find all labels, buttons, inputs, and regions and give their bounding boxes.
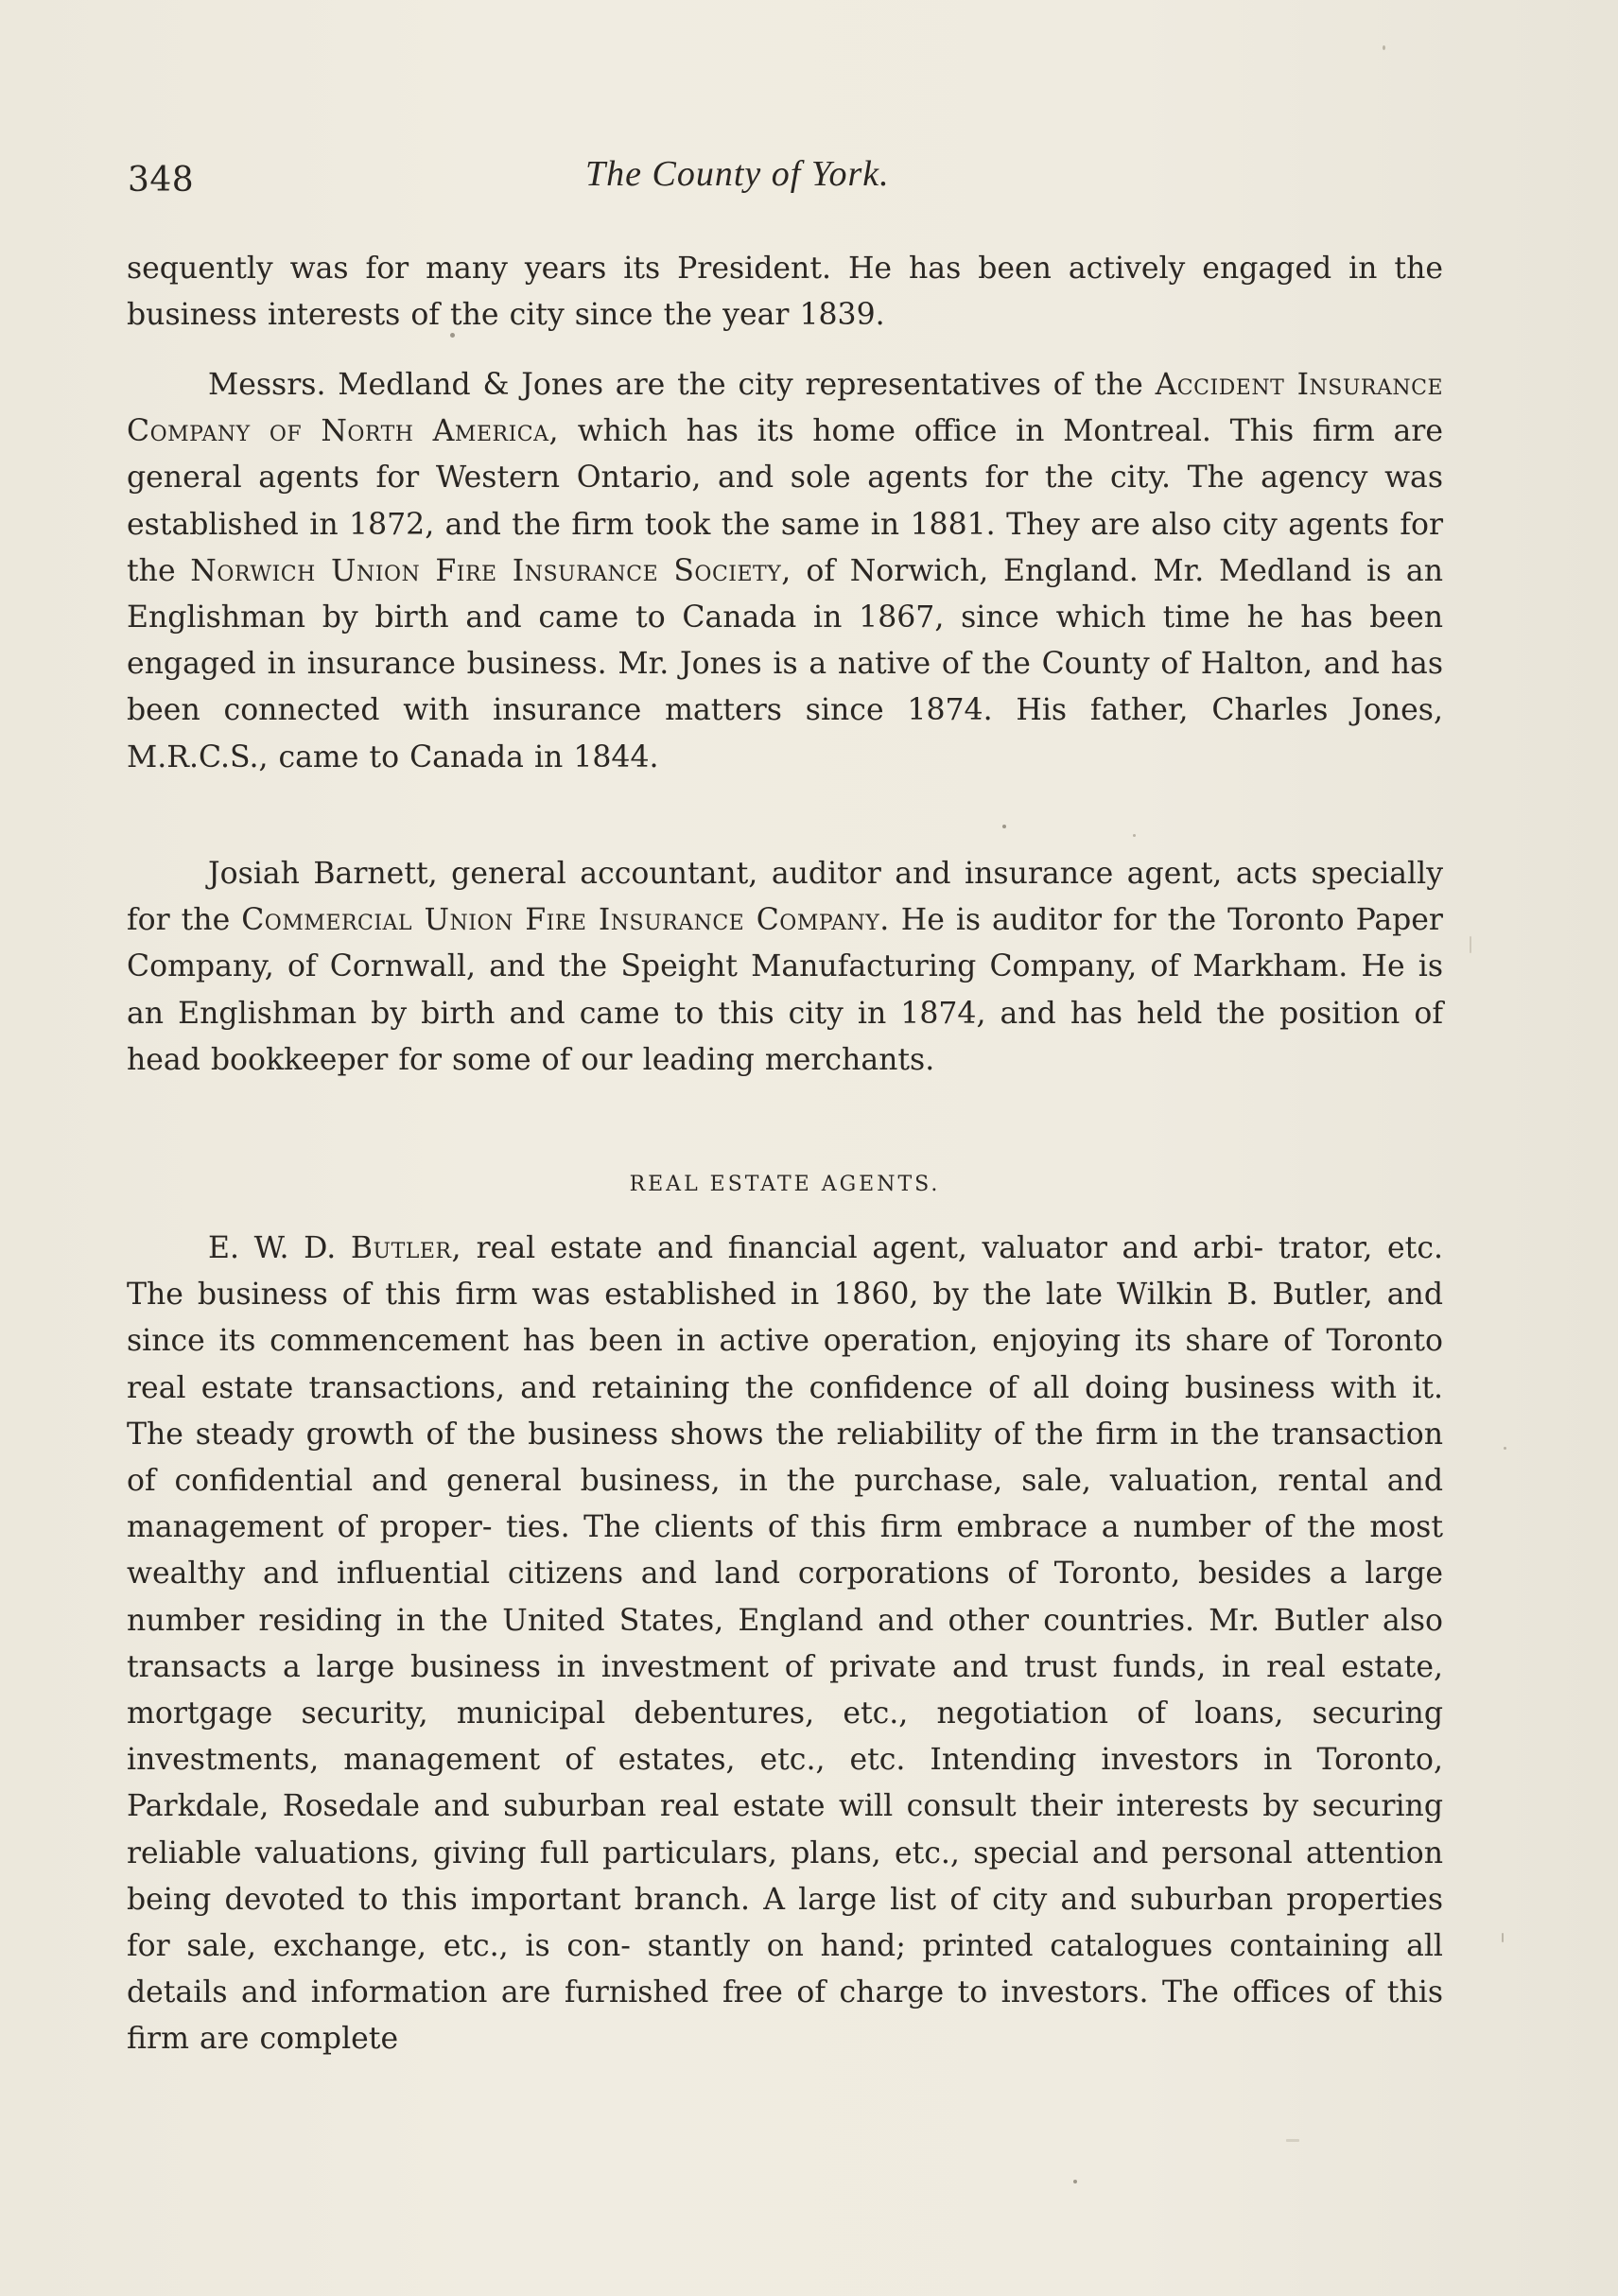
paper-speck xyxy=(1133,834,1136,837)
text-run: of Norwich, England. Mr. Medland is an Englishman by birth and came to Canada in 1867, since which time he has been engaged in insurance business. Mr. Jones is a native of the County of Halton, and has been connected with insurance matters since 1874. His father, Charles Jones, M.R.C.S., came to Canada in 1844. xyxy=(127,553,1443,774)
company-name: Norwich Union Fire Insurance Society, xyxy=(190,553,792,588)
section-heading: REAL ESTATE AGENTS. xyxy=(629,1173,941,1196)
page-number: 348 xyxy=(128,161,195,200)
paper-speck xyxy=(1286,2139,1299,2142)
paper-speck xyxy=(1383,45,1385,50)
paper-speck xyxy=(1073,2180,1077,2183)
company-name: Butler, xyxy=(350,1231,461,1265)
paper-speck xyxy=(1502,1933,1504,1942)
text-run: Messrs. Medland & Jones are the city representatives of the xyxy=(208,368,1156,402)
paragraph-butler xyxy=(127,1226,1443,2063)
company-name: Commercial Union Fire Insurance Company. xyxy=(241,903,890,938)
text-run: which has its home office in Montreal. This firm are general agents for Western Ontario, and sole agents for the city. The agency was established in 1872, and the firm took the same in 1881. They are also city agents for the xyxy=(127,414,1443,588)
text-run: real estate and financial agent, valuator and arbi- trator, etc. The business of this firm was established in 1860, by the late Wilkin B. Butler, and since its commencement has been in active operation, enjoying its share of Toronto real estate transactions, and retaining the confidence of all doing business with it. The steady growth of the business shows the reliability of the firm in the transaction of confidential and general business, in the purchase, sale, valuation, rental and management of proper- ties. The clients of this firm embrace a number of the most wealthy and influential citizens and land corporations of Toronto, besides a large number residing in the United States, England and other countries. Mr. Butler also transacts a large business in investment of private and trust funds, in real estate, mortgage security, municipal debentures, etc., negotiation of loans, securing investments, management of estates, etc., etc. Intending investors in Toronto, Parkdale, Rosedale and suburban real estate will consult their interests by securing reliable valuations, giving full particulars, plans, etc., special and personal attention being devoted to this important branch. A large list of city and suburban properties for sale, exchange, etc., is con- stantly on hand; printed catalogues containing all details and information are furnished free of charge to investors. The offices of this firm are complete xyxy=(127,1231,1443,2057)
paragraph-text: sequently was for many years its President. He has been actively engaged in the business interests of the city since the year 1839. xyxy=(127,252,1443,333)
paper-speck xyxy=(1504,1447,1506,1450)
text-run: Josiah Barnett, general accountant, auditor and insurance agent, acts specially for the xyxy=(127,857,1443,938)
paper-speck xyxy=(1002,825,1006,828)
paragraph-text xyxy=(127,362,1443,781)
paragraph-text xyxy=(127,1226,1443,2063)
paper-speck xyxy=(1470,936,1471,953)
running-title: The County of York. xyxy=(585,154,890,194)
paragraph-barnett xyxy=(127,851,1443,1084)
paragraph-text xyxy=(127,851,1443,1084)
running-head xyxy=(128,153,1442,206)
paragraph-continued xyxy=(127,246,1443,339)
company-name: Accident Insurance Company of North America, xyxy=(127,368,1444,449)
text-run: E. W. D. xyxy=(208,1231,351,1265)
paragraph-medland-jones xyxy=(127,362,1443,781)
text-run: He is auditor for the Toronto Paper Company, of Cornwall, and the Speight Manufacturing Company, of Markham. He is an Englishman by birth and came to this city in 1874, and has held the position of head bookkeeper for some of our leading merchants. xyxy=(127,903,1443,1077)
